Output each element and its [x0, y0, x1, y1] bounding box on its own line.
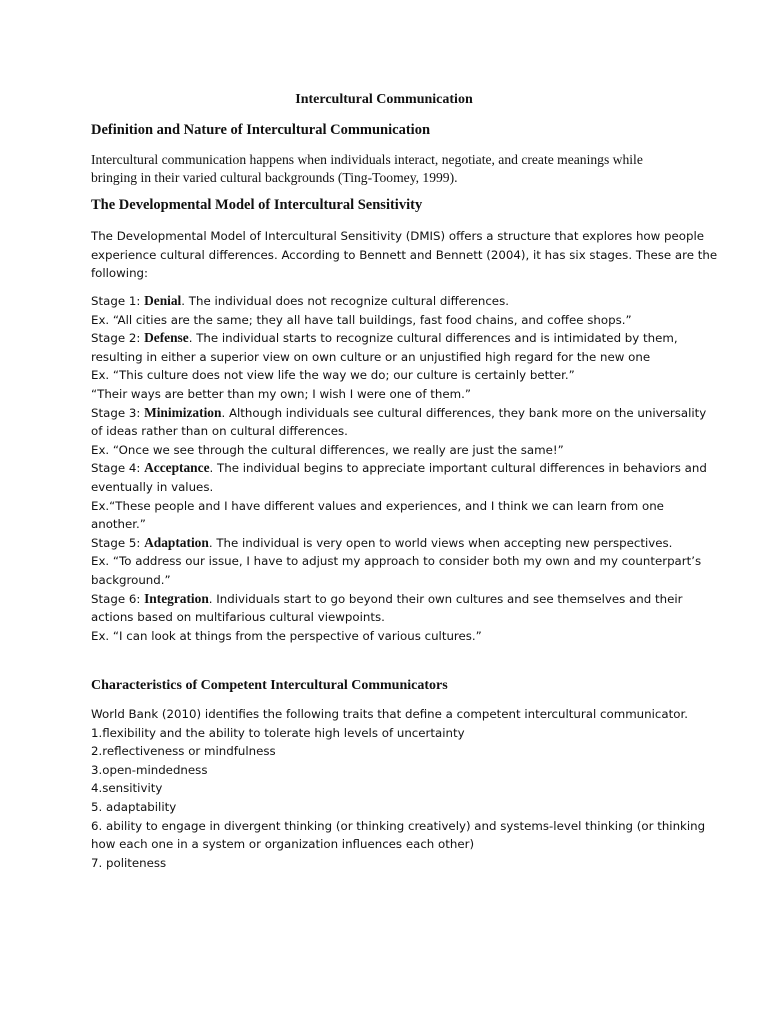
stage-label: Stage 5: [91, 535, 145, 550]
stage-label: Stage 6: [91, 591, 145, 606]
stage-label: Stage 1: [91, 294, 145, 308]
list-item: 4.sensitivity [91, 781, 163, 796]
stage-continuation: actions based on multifarious cultural viewpoints. [91, 610, 385, 625]
stage-name-adaptation: Adaptation [144, 534, 209, 550]
section-heading-characteristics: Characteristics of Competent Intercultural Communicators [91, 678, 448, 693]
stage-label: Stage 3: [91, 405, 145, 420]
example-line: Ex. “Once we see through the cultural differences, we really are just the same!” [91, 442, 564, 457]
section-heading-definition: Definition and Nature of Intercultural Communication [91, 122, 431, 138]
list-item: 7. politeness [91, 855, 167, 870]
example-line: Ex. “To address our issue, I have to adjust my approach to consider both my own and my counterpart’s [91, 554, 702, 569]
stage-description: . The individual does not recognize cultural differences. [181, 294, 509, 308]
characteristics-list [91, 705, 706, 872]
stage-description: . Although individuals see cultural differences, they bank more on the universality [221, 405, 707, 420]
stage-3-line [91, 404, 707, 423]
paragraph-line: Intercultural communication happens when individuals interact, negotiate, and create meanings while [91, 152, 643, 167]
paragraph-line: experience cultural differences. According to Bennett and Bennett (2004), it has six stages. These are the [91, 247, 718, 262]
stage-name-acceptance: Acceptance [144, 460, 210, 476]
example-line: background.” [91, 572, 171, 587]
dmis-intro-paragraph [91, 227, 718, 283]
definition-paragraph [91, 151, 681, 187]
list-item: 1.flexibility and the ability to tolerate high levels of uncertainty [91, 725, 465, 740]
example-line: Ex. “All cities are the same; they all have tall buildings, fast food chains, and coffee shops.” [91, 312, 632, 327]
stage-name-denial: Denial [144, 293, 182, 308]
stage-label: Stage 2: [91, 331, 145, 346]
section-heading-dmis: The Developmental Model of Intercultural Sensitivity [91, 197, 423, 213]
stage-5-line [91, 534, 681, 553]
stage-name-defense: Defense [144, 330, 189, 346]
stage-label: Stage 4: [91, 461, 145, 476]
example-line: “Their ways are better than my own; I wish I were one of them.” [91, 386, 472, 401]
stage-description: . The individual starts to recognize cultural differences and is intimidated by them, [188, 331, 678, 346]
list-item: World Bank (2010) identifies the following traits that define a competent intercultural communicator. [91, 707, 688, 721]
document-title: Intercultural Communication [295, 92, 473, 107]
stage-description: . Individuals start to go beyond their own cultures and see themselves and their [208, 591, 683, 606]
stage-2-line [91, 329, 681, 348]
example-line: Ex.“These people and I have different values and experiences, and I think we can learn from one [91, 498, 664, 513]
paragraph-line: The Developmental Model of Intercultural Sensitivity (DMIS) offers a structure that explores how people [91, 229, 705, 243]
list-item: 6. ability to engage in divergent thinking (or thinking creatively) and systems-level thinking (or thinking [91, 818, 706, 833]
stage-description: . The individual is very open to world views when accepting new perspectives. [208, 535, 673, 550]
stage-1-line [91, 292, 681, 311]
dmis-stages-list [91, 292, 707, 645]
paragraph-line: following: [91, 266, 149, 281]
list-item: 5. adaptability [91, 799, 177, 814]
example-line: another.” [91, 517, 146, 532]
example-line: Ex. “I can look at things from the perspective of various cultures.” [91, 628, 482, 643]
list-item: 2.reflectiveness or mindfulness [91, 744, 276, 759]
list-item: 3.open-mindedness [91, 762, 208, 777]
stage-4-line [91, 459, 707, 478]
stage-continuation: eventually in values. [91, 479, 214, 494]
stage-continuation: of ideas rather than on cultural differences. [91, 424, 348, 439]
stage-name-minimization: Minimization [144, 404, 222, 420]
list-item: how each one in a system or organization influences each other) [91, 837, 475, 852]
example-line: Ex. “This culture does not view life the way we do; our culture is certainly better.” [91, 368, 575, 383]
paragraph-line: bringing in their varied cultural backgrounds (Ting-Toomey, 1999). [91, 170, 458, 185]
stage-continuation: resulting in either a superior view on own culture or an unjustified high regard for the new one [91, 349, 651, 364]
stage-6-line [91, 590, 681, 609]
stage-description: . The individual begins to appreciate important cultural differences in behaviors and [209, 461, 707, 476]
stage-name-integration: Integration [144, 590, 209, 606]
